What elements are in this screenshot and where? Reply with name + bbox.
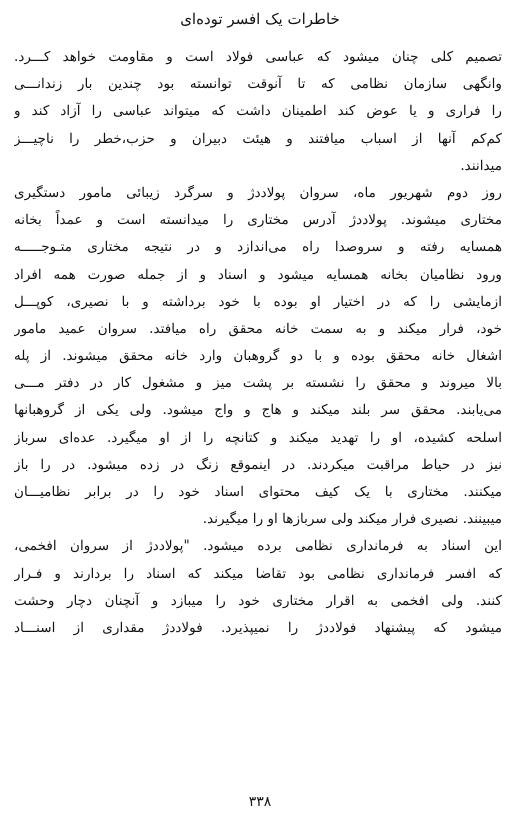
text-line: همسایه رفته و سروصدا راه می‌اندازد و در نتیجه مختاری متـوجـــــه	[14, 239, 502, 256]
text-line: کنند. ولی افخمی به اقرار مختاری خود را میبازد و آنچنان دچار وحشت	[14, 592, 502, 609]
text-line: میدانند.	[460, 157, 502, 174]
text-line: وانگهی سازمان نظامی که تا آنوقت توانسته بود چندین بار زندانـــی	[14, 76, 502, 93]
paragraph-2	[14, 180, 502, 533]
body-text	[14, 44, 502, 642]
text-line: میبینند. نصیری فرار میکند ولی سربازها او را میگیرند.	[202, 511, 502, 528]
text-line: نیز در حیاط مراقبت میکردند. در اینموقع زنگ در زده میشود. در را باز	[14, 456, 502, 473]
text-line: که افسر فرمانداری نظامی بود تقاضا میکند که اسناد را بردارند و فـرار	[14, 565, 502, 582]
text-line: مختاری میشوند. پولاددژ آدرس مختاری را میدانسته است و عمداً بخانه	[14, 212, 502, 229]
text-line: میشود که پیشنهاد فولاددژ را نمیپذیرد. فولاددژ مقداری از اسنـــاد	[14, 619, 502, 636]
text-line: ازمایشی را که در اختیار او بوده با خود برداشته و با نصیری، کوپـــل	[14, 293, 502, 310]
text-line: روز دوم شهریور ماه، سروان پولاددژ و سرگرد زیبائی مامور دستگیری	[14, 184, 502, 201]
text-line: بالا میروند و محقق را نشسته بر پشت میز و مشغول کار در دفتر مـــی	[14, 375, 502, 392]
text-line: می‌یابند. محقق سر بلند میکند و هاج و واج میشود. ولی یکی از گروهبانها	[14, 402, 502, 419]
text-line: اسلحه کشیده، او را تهدید میکند و کتانچه را از او میگیرد. عده‌ای سرباز	[14, 429, 502, 446]
page-number: ۳۳۸	[248, 794, 272, 810]
text-line: ورود نظامیان بخانه همسایه میشود و اسناد و از جمله صورت همه افراد	[14, 266, 502, 283]
text-line: خود، فرار میکند و به سمت خانه محقق راه میافتد. سروان عمید مامور	[14, 320, 502, 337]
text-line: میکنند. مختاری با یک کیف محتوای اسناد خود را در برابر نظامیـــان	[14, 484, 502, 500]
text-line: این اسناد به فرمانداری نظامی برده میشود. "پولاددژ از سروان افخمی،	[14, 538, 502, 555]
text-line: اشغال خانه محقق بوده و با دو گروهبان وارد خانه محقق میشوند. از پله	[14, 348, 502, 365]
paragraph-3	[14, 533, 502, 642]
text-line: را فراری و یا عوض کند اطمینان داشت که میتواند عباسی را آزاد کند و	[14, 103, 502, 120]
paragraph-1	[14, 44, 502, 180]
text-line: کم‌کم آنها از اسباب میافتند و هیئت دبیران و حزب،خطر را ناچیـــز	[14, 130, 502, 147]
running-header: خاطرات یک افسر توده‌ای	[180, 10, 340, 28]
text-line: تصمیم کلی چنان میشود که عباسی فولاد است و مقاومت خواهد کـــرد.	[14, 49, 502, 65]
